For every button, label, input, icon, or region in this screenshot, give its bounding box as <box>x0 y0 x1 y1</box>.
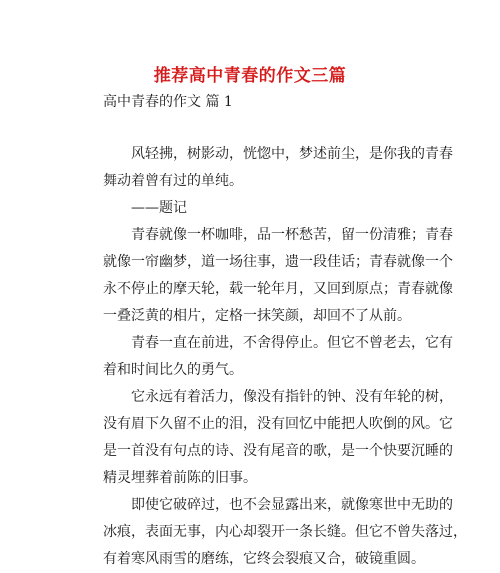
text-line: ——题记 <box>103 200 187 216</box>
text-line: 没有眉下久留不止的泪，没有回忆中能把人吹倒的风。它 <box>103 416 453 432</box>
text-line: 风轻拂，树影动，恍惚中，梦述前尘，是你我的青春 <box>103 146 453 162</box>
article-body <box>103 141 467 573</box>
text-line: 就像一帘幽梦，道一场往事，遗一段佳话；青春就像一个 <box>103 254 453 270</box>
text-line: 青春一直在前进，不舍得停止。但它不曾老去，它有 <box>103 335 453 351</box>
text-line: 一叠泛黄的相片，定格一抹笑颜，却回不了从前。 <box>103 308 411 324</box>
text-line: 舞动着曾有过的单纯。 <box>103 173 243 189</box>
text-line: 永不停止的摩天轮，载一轮年月，又回到原点；青春就像 <box>103 281 453 297</box>
text-line: 青春就像一杯咖啡，品一杯愁苦，留一份清雅；青春 <box>103 227 453 243</box>
text-line: 着和时间比久的勇气。 <box>103 362 243 378</box>
text-line: 是一首没有句点的诗、没有尾音的歌，是一个快要沉睡的 <box>103 443 453 459</box>
text-line: 精灵埋葬着前陈的旧事。 <box>103 470 257 486</box>
text-line: 即使它破碎过，也不会显露出来，就像寒世中无助的 <box>103 497 453 513</box>
text-line: 有着寒风雨雪的磨练，它终会裂痕又合，破镜重圆。 <box>103 551 425 567</box>
text-line: 它永远有着活力，像没有指针的钟、没有年轮的树， <box>103 389 453 405</box>
text-line: 冰痕，表面无事，内心却裂开一条长缝。但它不曾失落过， <box>103 524 467 540</box>
document-title: 推荐高中青春的作文三篇 <box>153 66 347 86</box>
section-heading: 高中青春的作文 篇 1 <box>103 94 233 110</box>
